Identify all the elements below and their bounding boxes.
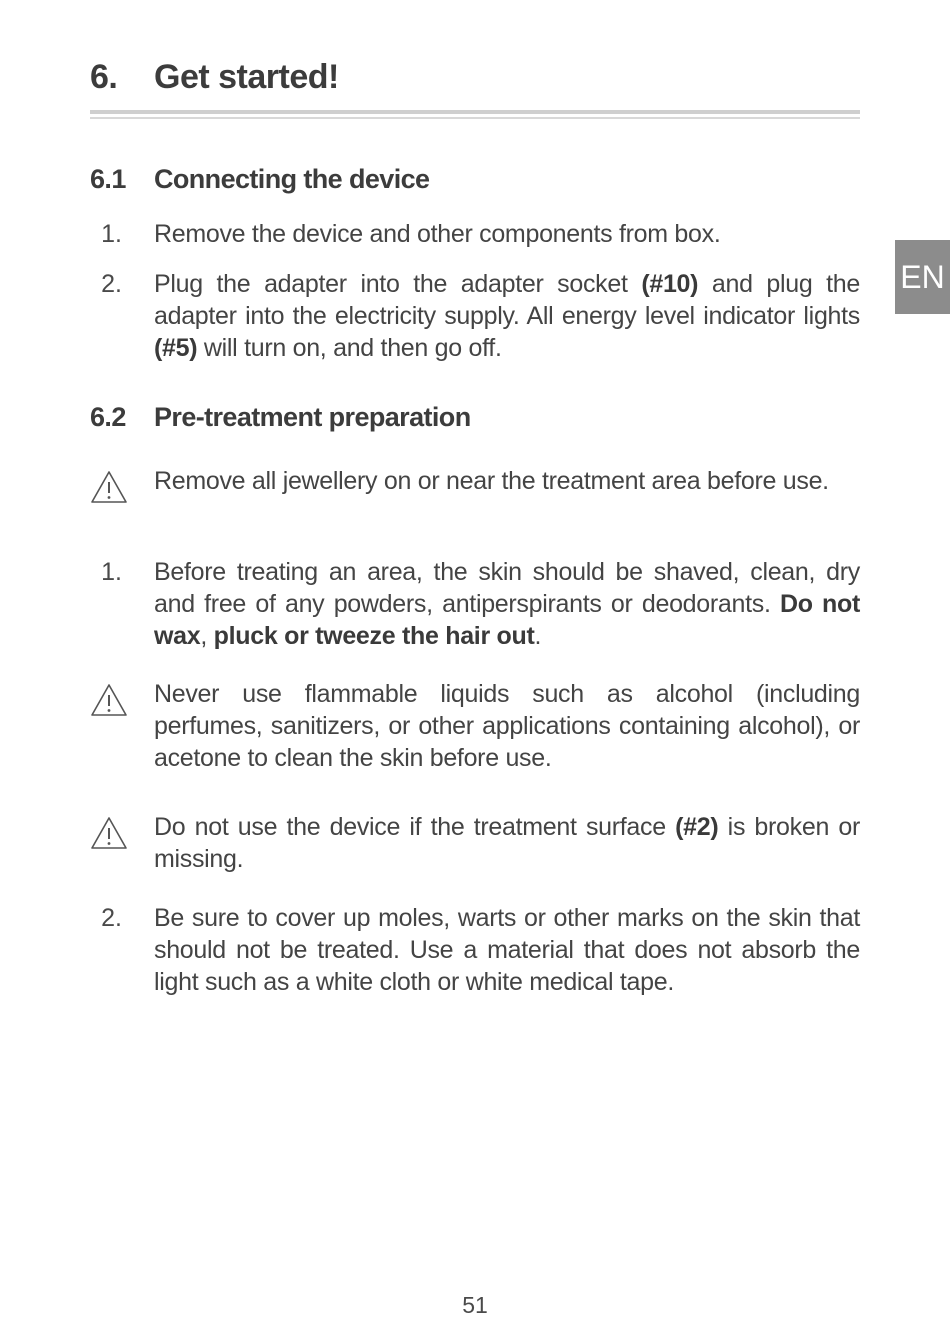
section-title-text: Connecting the device: [154, 164, 430, 194]
warning-text: Remove all jewellery on or near the treatment area before use.: [154, 467, 829, 495]
language-tab: EN: [895, 240, 950, 314]
warning-icon: [90, 815, 128, 851]
section-title-text: Pre-treatment preparation: [154, 402, 471, 432]
list-item-text: Remove the device and other components from box.: [154, 220, 721, 248]
section-title-connecting: [90, 164, 429, 195]
part-reference: (#10): [641, 270, 699, 298]
warning-item: [90, 465, 860, 497]
list-item: [90, 268, 860, 364]
chapter-heading: [90, 58, 339, 97]
list-number: 1.: [101, 558, 122, 586]
list-number: 2.: [101, 270, 122, 298]
part-reference: (#2): [675, 813, 719, 841]
list-item-text: Be sure to cover up moles, warts or other marks on the skin that should not be treated. Use a material that does not absorb the light such as a white cloth or white medical tape.: [154, 904, 860, 996]
emphasis-text: pluck or tweeze the hair out: [213, 622, 535, 650]
warning-text: Never use flammable liquids such as alcohol (including perfumes, sanitizers, or other applications containing alcohol), or acetone to clean the skin before use.: [154, 680, 860, 772]
warning-icon: [90, 682, 128, 718]
emphasis-text: Do not wax: [154, 590, 861, 650]
warning-text: Do not use the device if the treatment surface (#2) is broken or missing.: [154, 813, 860, 873]
section-title-pretreatment: [90, 402, 471, 433]
list-item: [90, 218, 860, 250]
list-number: 1.: [101, 220, 122, 248]
heading-divider: [90, 110, 860, 114]
list-item: [90, 902, 860, 998]
section-number: 6.1: [90, 164, 126, 194]
page-number: 51: [462, 1292, 488, 1318]
part-reference: (#5): [154, 334, 198, 362]
warning-icon: [90, 469, 128, 505]
chapter-title: Get started!: [154, 58, 339, 96]
list-item-text: Plug the adapter into the adapter socket (#10) and plug the adapter into the electricity supply. All energy level indicator lights (#5) will turn on, and then go off.: [154, 270, 860, 362]
warning-item: [90, 678, 860, 774]
list-number: 2.: [101, 904, 122, 932]
list-item: [90, 556, 860, 652]
section-number: 6.2: [90, 402, 126, 432]
warning-item: [90, 811, 860, 875]
heading-divider-thin: [90, 117, 860, 119]
list-item-text: Before treating an area, the skin should be shaved, clean, dry and free of any powders, antiperspirants or deodorants. Do not wax, pluck or tweeze the hair out.: [154, 558, 861, 650]
chapter-number: 6.: [90, 58, 118, 96]
